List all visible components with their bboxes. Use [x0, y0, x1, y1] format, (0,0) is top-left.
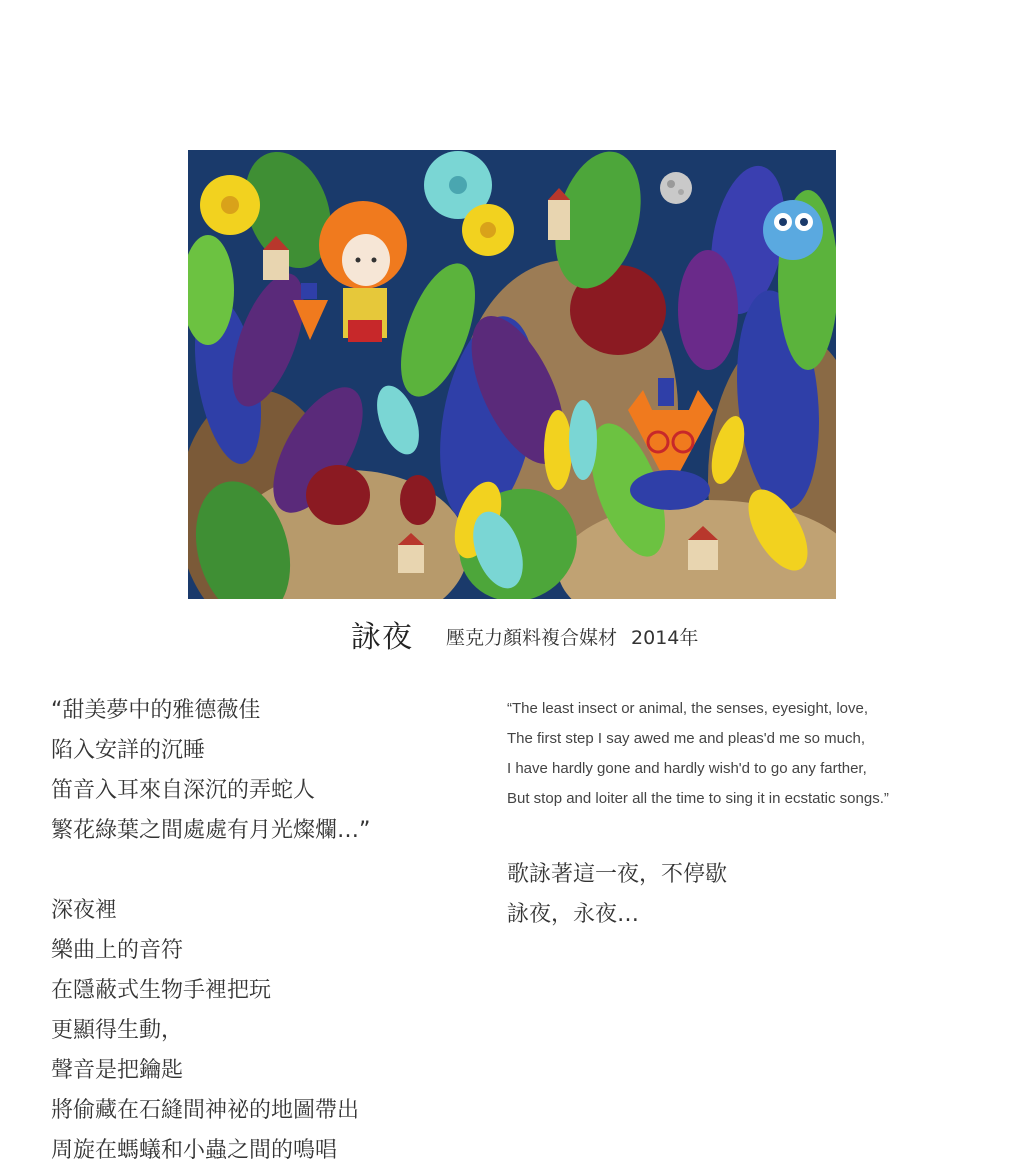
poem-chinese	[51, 691, 471, 1171]
poem-line: 笛音入耳來自深沉的弄蛇人	[51, 778, 316, 803]
poem-line: 將偷藏在石縫間神祕的地圖帶出	[51, 1098, 360, 1123]
poem-line: “甜美夢中的雅德薇佳	[51, 698, 261, 723]
poem-line: 深夜裡	[51, 898, 118, 923]
quote-line: But stop and loiter all the time to sing it in ecstatic songs.”	[507, 790, 889, 807]
artwork-details	[446, 624, 698, 652]
poem-line: 陷入安詳的沉睡	[51, 738, 206, 763]
closing-line: 詠夜，永夜…	[507, 902, 640, 927]
moon-icon	[660, 172, 692, 204]
stanza-gap	[51, 851, 471, 891]
artwork-year: 2014年	[631, 627, 699, 649]
artwork-image	[188, 150, 836, 599]
closing-line: 歌詠著這一夜，不停歇	[507, 862, 728, 887]
poem-line: 更顯得生動，	[51, 1018, 184, 1043]
poem-line: 在隱蔽式生物手裡把玩	[51, 978, 272, 1003]
quote-line: “The least insect or animal, the senses, eyesight, love,	[507, 700, 869, 717]
artwork-medium: 壓克力顏料複合媒材	[446, 627, 618, 649]
house-shape	[263, 250, 289, 280]
artwork-title: 詠夜	[351, 620, 413, 655]
poem-line: 聲音是把鑰匙	[51, 1058, 184, 1083]
closing-verse	[507, 855, 927, 935]
poem-line: 周旋在螞蟻和小蟲之間的鳴唱	[51, 1138, 338, 1163]
quote-line: I have hardly gone and hardly wish'd to go any farther,	[507, 760, 867, 777]
owl-figure	[763, 200, 823, 260]
quote-line: The first step I say awed me and pleas'd me so much,	[507, 730, 866, 747]
artwork-caption	[0, 612, 1024, 662]
english-quote	[507, 694, 987, 814]
artwork-illustration	[188, 150, 836, 599]
poem-line: 繁花綠葉之間處處有月光燦爛…”	[51, 818, 371, 843]
poem-line: 樂曲上的音符	[51, 938, 184, 963]
